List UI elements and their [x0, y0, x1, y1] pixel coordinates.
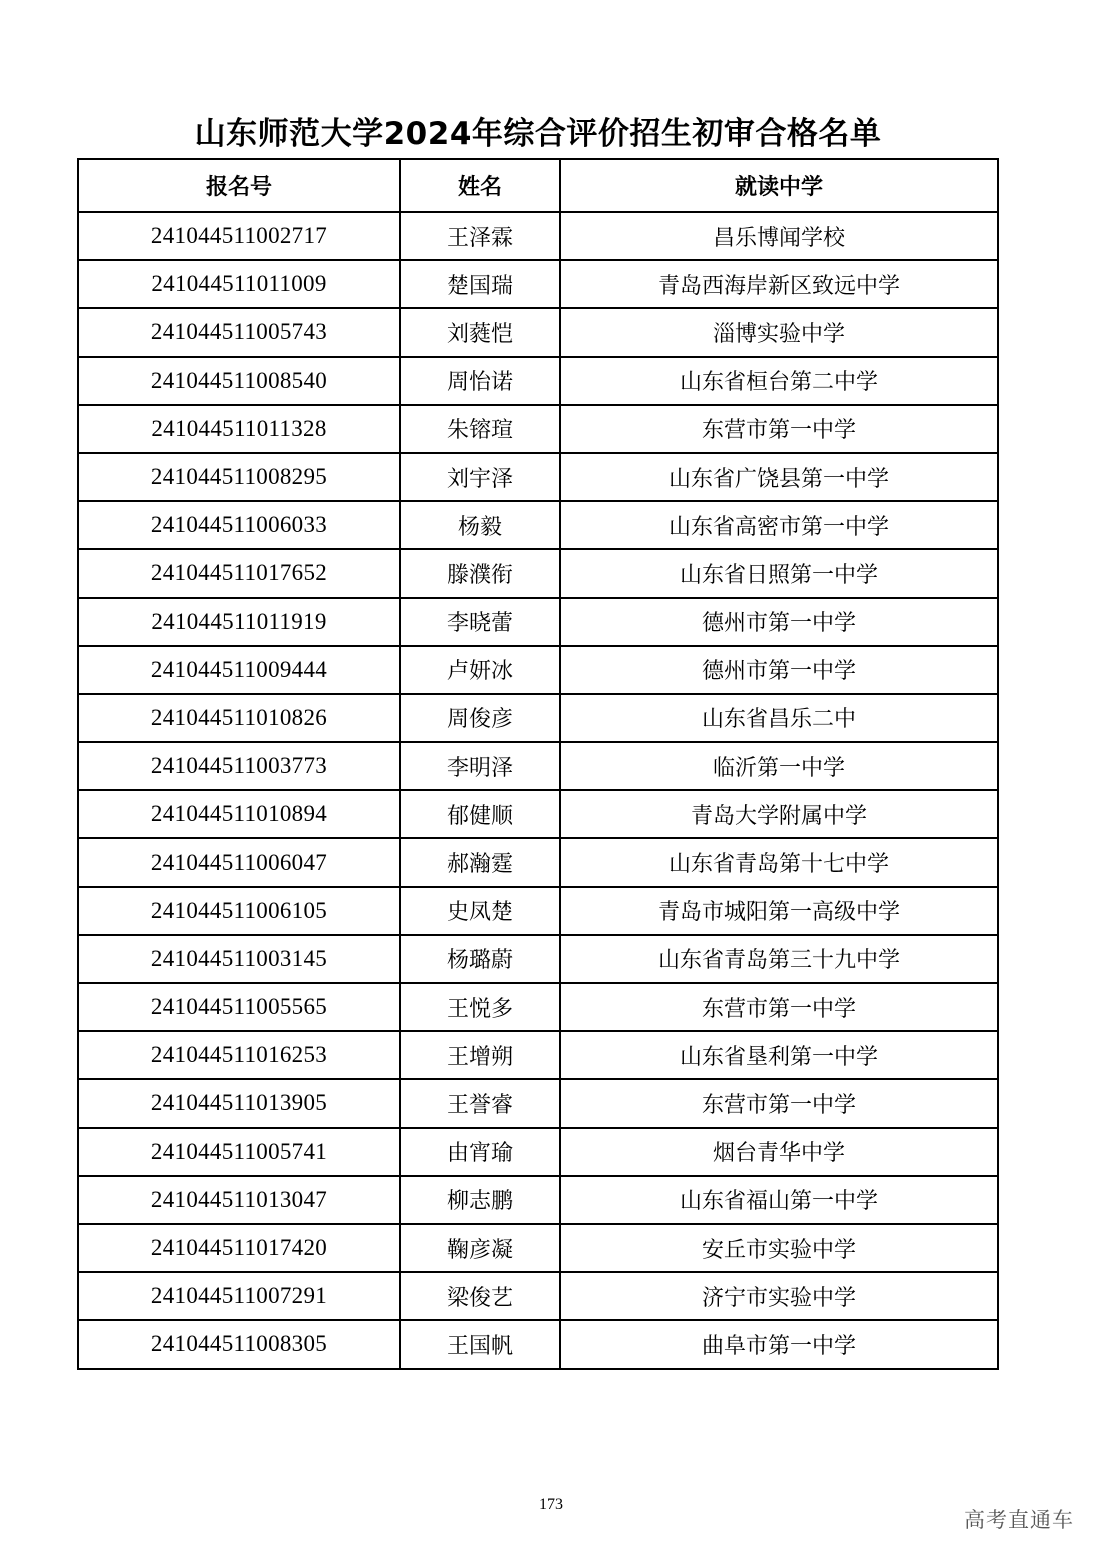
table-row: [78, 1176, 998, 1224]
student-name-cell: 滕濮衔: [400, 549, 560, 597]
student-name-cell: 梁俊艺: [400, 1272, 560, 1320]
registration-number-cell: 241044511010894: [78, 790, 400, 838]
school-cell: 山东省昌乐二中: [560, 694, 998, 742]
student-name-cell: 周俊彦: [400, 694, 560, 742]
table-row: [78, 598, 998, 646]
student-name-cell: 史凤楚: [400, 887, 560, 935]
registration-number-cell: 241044511013047: [78, 1176, 400, 1224]
school-cell: 临沂第一中学: [560, 742, 998, 790]
table-row: [78, 694, 998, 742]
table-row: [78, 549, 998, 597]
registration-number-cell: 241044511005743: [78, 308, 400, 356]
student-name-cell: 卢妍冰: [400, 646, 560, 694]
table-row: [78, 1128, 998, 1176]
student-name-cell: 李明泽: [400, 742, 560, 790]
table-row: [78, 308, 998, 356]
table-row: [78, 260, 998, 308]
registration-number-cell: 241044511002717: [78, 212, 400, 260]
registration-number-cell: 241044511010826: [78, 694, 400, 742]
table-row: [78, 357, 998, 405]
table-row: [78, 1031, 998, 1079]
student-name-cell: 鞠彦凝: [400, 1224, 560, 1272]
school-cell: 昌乐博闻学校: [560, 212, 998, 260]
registration-number-cell: 241044511008305: [78, 1320, 400, 1368]
table-row: [78, 646, 998, 694]
student-name-cell: 王增朔: [400, 1031, 560, 1079]
table-row: [78, 983, 998, 1031]
registration-number-cell: 241044511006047: [78, 838, 400, 886]
table-row: [78, 405, 998, 453]
school-cell: 青岛西海岸新区致远中学: [560, 260, 998, 308]
student-name-cell: 刘蕤恺: [400, 308, 560, 356]
school-cell: 淄博实验中学: [560, 308, 998, 356]
table-row: [78, 838, 998, 886]
table-row: [78, 212, 998, 260]
student-name-cell: 王誉睿: [400, 1079, 560, 1127]
school-cell: 曲阜市第一中学: [560, 1320, 998, 1368]
student-name-cell: 周怡诺: [400, 357, 560, 405]
registration-number-cell: 241044511008540: [78, 357, 400, 405]
school-cell: 青岛市城阳第一高级中学: [560, 887, 998, 935]
student-name-cell: 王悦多: [400, 983, 560, 1031]
school-cell: 山东省广饶县第一中学: [560, 453, 998, 501]
school-cell: 青岛大学附属中学: [560, 790, 998, 838]
table-row: [78, 1272, 998, 1320]
school-cell: 烟台青华中学: [560, 1128, 998, 1176]
table-row: [78, 453, 998, 501]
registration-number-cell: 241044511016253: [78, 1031, 400, 1079]
student-name-cell: 朱镕瑄: [400, 405, 560, 453]
registration-number-cell: 241044511003773: [78, 742, 400, 790]
table-row: [78, 790, 998, 838]
registration-number-cell: 241044511006105: [78, 887, 400, 935]
student-name-cell: 楚国瑞: [400, 260, 560, 308]
table-row: [78, 1224, 998, 1272]
student-name-cell: 由宵瑜: [400, 1128, 560, 1176]
school-cell: 山东省桓台第二中学: [560, 357, 998, 405]
registration-number-cell: 241044511006033: [78, 501, 400, 549]
school-cell: 山东省福山第一中学: [560, 1176, 998, 1224]
school-cell: 德州市第一中学: [560, 598, 998, 646]
school-cell: 山东省日照第一中学: [560, 549, 998, 597]
student-name-cell: 王泽霖: [400, 212, 560, 260]
registration-number-cell: 241044511008295: [78, 453, 400, 501]
watermark-text: 高考直通车: [964, 1508, 1074, 1532]
table-row: [78, 887, 998, 935]
table-body: [78, 212, 998, 1369]
registration-number-cell: 241044511003145: [78, 935, 400, 983]
table-row: [78, 1320, 998, 1368]
registration-number-cell: 241044511011328: [78, 405, 400, 453]
registration-number-cell: 241044511009444: [78, 646, 400, 694]
student-name-cell: 郝瀚霆: [400, 838, 560, 886]
school-cell: 德州市第一中学: [560, 646, 998, 694]
student-name-cell: 杨毅: [400, 501, 560, 549]
registration-number-cell: 241044511005741: [78, 1128, 400, 1176]
school-cell: 安丘市实验中学: [560, 1224, 998, 1272]
table-row: [78, 742, 998, 790]
table-header-row: [78, 159, 998, 212]
registration-number-cell: 241044511017652: [78, 549, 400, 597]
table-row: [78, 1079, 998, 1127]
school-cell: 济宁市实验中学: [560, 1272, 998, 1320]
header-school: 就读中学: [560, 159, 998, 212]
school-cell: 山东省垦利第一中学: [560, 1031, 998, 1079]
document-title: 山东师范大学2024年综合评价招生初审合格名单: [194, 116, 882, 152]
school-cell: 山东省青岛第十七中学: [560, 838, 998, 886]
school-cell: 山东省高密市第一中学: [560, 501, 998, 549]
registration-number-cell: 241044511017420: [78, 1224, 400, 1272]
registration-number-cell: 241044511011919: [78, 598, 400, 646]
school-cell: 东营市第一中学: [560, 1079, 998, 1127]
registration-number-cell: 241044511007291: [78, 1272, 400, 1320]
table-row: [78, 935, 998, 983]
student-name-cell: 王国帆: [400, 1320, 560, 1368]
student-name-cell: 李晓蕾: [400, 598, 560, 646]
student-name-cell: 郁健顺: [400, 790, 560, 838]
header-registration-number: 报名号: [78, 159, 400, 212]
school-cell: 山东省青岛第三十九中学: [560, 935, 998, 983]
registration-number-cell: 241044511011009: [78, 260, 400, 308]
header-name: 姓名: [400, 159, 560, 212]
student-name-cell: 柳志鹏: [400, 1176, 560, 1224]
school-cell: 东营市第一中学: [560, 983, 998, 1031]
table-row: [78, 501, 998, 549]
admission-roster-table: [77, 158, 999, 1370]
school-cell: 东营市第一中学: [560, 405, 998, 453]
registration-number-cell: 241044511005565: [78, 983, 400, 1031]
page-number: 173: [539, 1496, 563, 1513]
student-name-cell: 杨璐蔚: [400, 935, 560, 983]
student-name-cell: 刘宇泽: [400, 453, 560, 501]
registration-number-cell: 241044511013905: [78, 1079, 400, 1127]
